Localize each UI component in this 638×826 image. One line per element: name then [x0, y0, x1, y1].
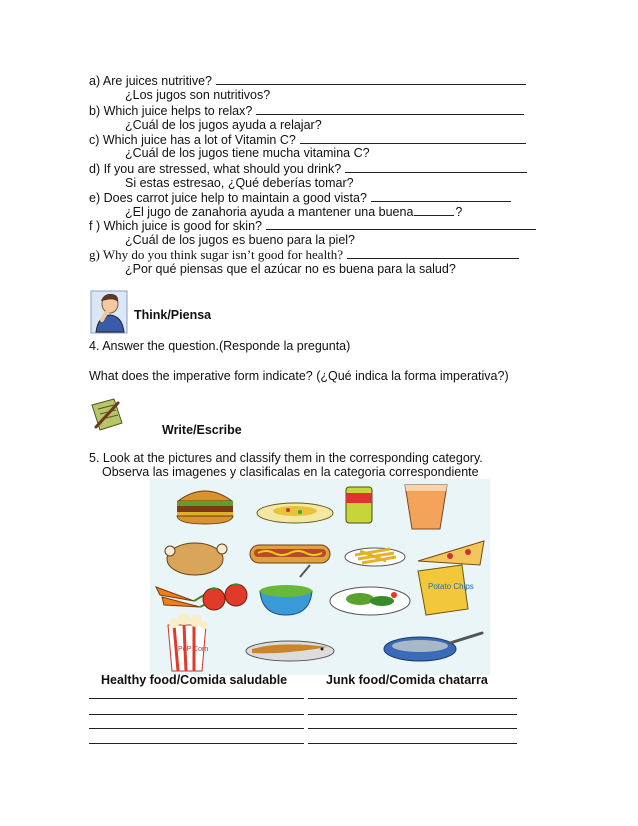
think-instruction: 4. Answer the question.(Responde la pregunta) — [89, 339, 351, 353]
question-a-es: ¿Los jugos son nutritivos? — [125, 88, 271, 102]
thinking-person-icon — [90, 290, 128, 334]
healthy-line-2[interactable] — [89, 714, 304, 715]
think-title: Think/Piensa — [134, 308, 212, 322]
answer-line-e[interactable] — [371, 190, 511, 202]
chips-label: Potato Chips — [428, 582, 474, 591]
answer-line-f[interactable] — [266, 218, 536, 230]
question-b-es: ¿Cuál de los jugos ayuda a relajar? — [125, 118, 322, 132]
write-instruction-es: Observa las imagenes y clasificalas en la categoria correspondiente — [102, 465, 479, 479]
answer-line-g[interactable] — [347, 247, 519, 259]
junk-line-2[interactable] — [308, 714, 517, 715]
question-e: e) Does carrot juice help to maintain a good vista? — [89, 190, 511, 206]
answer-line-b[interactable] — [256, 103, 524, 115]
write-instruction-en: 5. Look at the pictures and classify them in the corresponding category. — [89, 451, 483, 465]
question-g: g) Why do you think sugar isn’t good for health? — [89, 247, 519, 262]
answer-line-d[interactable] — [345, 161, 527, 173]
fish-icon — [246, 641, 334, 661]
junk-line-4[interactable] — [308, 743, 517, 744]
junk-food-heading: Junk food/Comida chatarra — [326, 673, 488, 687]
soda-can-icon — [346, 487, 372, 523]
question-c: c) Which juice has a lot of Vitamin C? — [89, 132, 526, 148]
notepad-pencil-icon — [88, 397, 126, 433]
food-pictures — [150, 479, 490, 675]
answer-line-a[interactable] — [216, 73, 526, 85]
question-d-es: Si estas estresao, ¿Qué deberías tomar? — [125, 176, 354, 190]
write-title: Write/Escribe — [162, 423, 242, 437]
popcorn-label: PoP Corn — [178, 646, 209, 653]
hot-dog-icon — [250, 545, 330, 563]
vegetable-platter-icon — [330, 587, 410, 615]
junk-line-1[interactable] — [308, 698, 517, 699]
healthy-line-1[interactable] — [89, 698, 304, 699]
healthy-line-4[interactable] — [89, 743, 304, 744]
question-f: f ) Which juice is good for skin? — [89, 218, 536, 234]
healthy-food-heading: Healthy food/Comida saludable — [101, 673, 288, 687]
juice-glass-icon — [405, 485, 447, 529]
healthy-line-3[interactable] — [89, 728, 304, 729]
think-question: What does the imperative form indicate? (¿Qué indica la forma imperativa?) — [89, 369, 509, 383]
question-b: b) Which juice helps to relax? — [89, 103, 524, 119]
question-d: d) If you are stressed, what should you drink? — [89, 161, 527, 177]
question-a: a) Are juices nutritive? — [89, 73, 526, 89]
fries-icon — [345, 548, 405, 566]
answer-line-c[interactable] — [300, 132, 526, 144]
popcorn-icon — [168, 613, 208, 671]
hamburger-icon — [177, 491, 233, 524]
rice-plate-icon — [257, 503, 333, 523]
question-g-es: ¿Por qué piensas que el azúcar no es buena para la salud? — [125, 262, 456, 276]
question-f-es: ¿Cuál de los jugos es bueno para la piel? — [125, 233, 356, 247]
question-c-es: ¿Cuál de los jugos tiene mucha vitamina C? — [125, 146, 370, 160]
fill-blank-e[interactable] — [414, 204, 454, 216]
question-e-es: ¿El jugo de zanahoria ayuda a mantener una buena ? — [125, 205, 463, 219]
junk-line-3[interactable] — [308, 728, 517, 729]
